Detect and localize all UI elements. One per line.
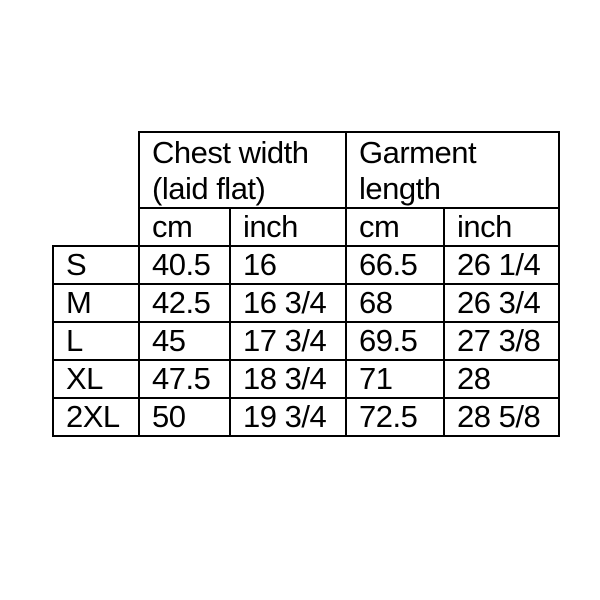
size-cell: 2XL <box>53 398 139 436</box>
garment-length-header <box>346 132 559 208</box>
chest-cm-cell: 50 <box>139 398 230 436</box>
size-chart-table <box>52 131 560 437</box>
length-inch-cell: 28 <box>444 360 559 398</box>
length-inch-cell: 26 3/4 <box>444 284 559 322</box>
chest-cm-cell: 47.5 <box>139 360 230 398</box>
group-header-row <box>53 132 559 208</box>
chest-inch-cell: 19 3/4 <box>230 398 346 436</box>
length-cm-cell: 72.5 <box>346 398 444 436</box>
length-inch-cell: 28 5/8 <box>444 398 559 436</box>
length-inch-cell: 26 1/4 <box>444 246 559 284</box>
chest-width-header-line1: Chest width <box>152 135 309 170</box>
table-row-l <box>53 322 559 360</box>
unit-header-length-inch: inch <box>444 208 559 246</box>
table-row-xl <box>53 360 559 398</box>
size-cell: XL <box>53 360 139 398</box>
size-cell: S <box>53 246 139 284</box>
unit-header-length-cm: cm <box>346 208 444 246</box>
table-row-2xl <box>53 398 559 436</box>
unit-header-chest-inch: inch <box>230 208 346 246</box>
table-row-s <box>53 246 559 284</box>
length-cm-cell: 71 <box>346 360 444 398</box>
unit-header-chest-cm: cm <box>139 208 230 246</box>
garment-length-header-line2: length <box>359 171 441 206</box>
chest-cm-cell: 45 <box>139 322 230 360</box>
chest-width-header-line2: (laid flat) <box>152 171 266 206</box>
size-cell: M <box>53 284 139 322</box>
table-corner-blank <box>53 132 139 246</box>
length-cm-cell: 66.5 <box>346 246 444 284</box>
length-inch-cell: 27 3/8 <box>444 322 559 360</box>
chest-width-header <box>139 132 346 208</box>
size-cell: L <box>53 322 139 360</box>
chest-inch-cell: 16 3/4 <box>230 284 346 322</box>
table-row-m <box>53 284 559 322</box>
chest-inch-cell: 17 3/4 <box>230 322 346 360</box>
length-cm-cell: 69.5 <box>346 322 444 360</box>
chest-inch-cell: 18 3/4 <box>230 360 346 398</box>
chest-cm-cell: 40.5 <box>139 246 230 284</box>
length-cm-cell: 68 <box>346 284 444 322</box>
chest-inch-cell: 16 <box>230 246 346 284</box>
garment-length-header-line1: Garment <box>359 135 477 170</box>
chest-cm-cell: 42.5 <box>139 284 230 322</box>
